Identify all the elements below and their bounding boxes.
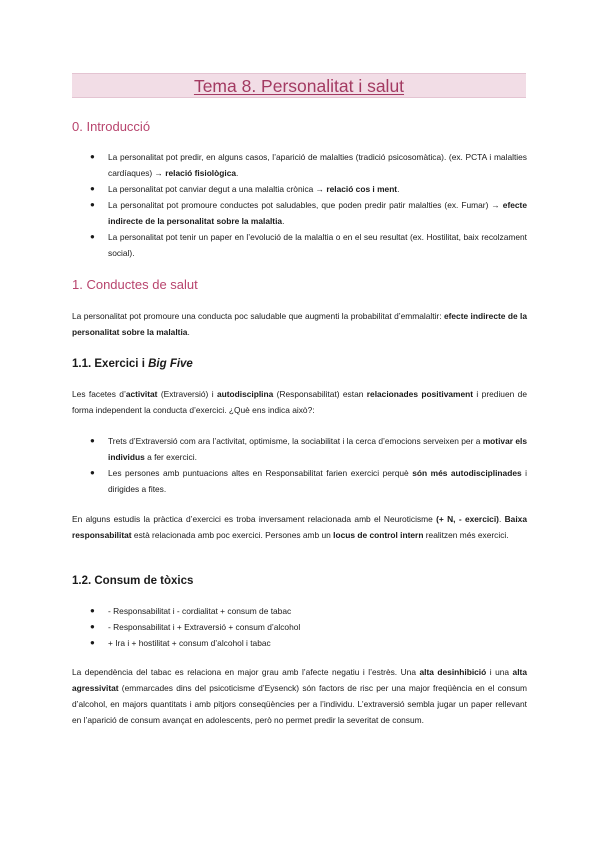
bullet-icon: ● (90, 200, 95, 209)
intro-bullet-list (72, 149, 527, 261)
exercici-bullet-list (72, 433, 527, 497)
toxics-bullet-list (72, 603, 527, 651)
heading-introduccio: 0. Introducció (72, 119, 151, 134)
list-item: ● - Responsabilitat i - cordialitat + consum de tabac (72, 603, 527, 619)
bullet-icon: ● (90, 152, 95, 161)
bullet-icon: ● (90, 606, 95, 615)
list-item: ● La personalitat pot promoure conductes pot saludables, que poden predir patir malalties (ex. Fumar) → efecte indirecte de la personalitat sobre la malaltia. (72, 197, 527, 229)
list-item: ● + Ira i + hostilitat + consum d’alcohol i tabac (72, 635, 527, 651)
list-item: ● Trets d’Extraversió com ara l’activitat, optimisme, la sociabilitat i la cerca d’emocions serveixen per a motivar els individus a fer exercici. (72, 433, 527, 465)
list-item: ● La personalitat pot tenir un paper en l’evolució de la malaltia o en el seu resultat (ex. Hostilitat, baix recolzament social). (72, 229, 527, 261)
bullet-icon: ● (90, 638, 95, 647)
bullet-icon: ● (90, 436, 95, 445)
bullet-icon: ● (90, 622, 95, 631)
title-banner (72, 73, 526, 98)
heading-conductes-de-salut: 1. Conductes de salut (72, 277, 198, 292)
heading-exercici-big-five: 1.1. Exercici i Big Five (72, 358, 193, 370)
bullet-icon: ● (90, 184, 95, 193)
paragraph-conductes: La personalitat pot promoure una conducta poc saludable que augmenti la probabilitat d’emmalaltir: efecte indirecte de la personalitat sobre la malaltia. (72, 311, 527, 337)
paragraph-neuroticisme: En alguns estudis la pràctica d’exercici es troba inversament relacionada amb el Neuroticisme (+ N, - exercici). Baixa responsabilitat està relacionada amb poc exercici. Persones amb un locus de control intern realitzen més exercici. (72, 514, 527, 540)
paragraph-consum: La dependència del tabac es relaciona en major grau amb l’afecte negatiu i l’estrès. Una alta desinhibició i una alta agressivitat (emmarcades dins del psicoticisme d’Eysenck) són factors de risc per una major freqüència en el consum d’alcohol, en majors quantitats i amb pitjors conseqüències per a l’individu. L’extraversió sembla jugar un paper rellevant en l’aparició de consum avançat en adolescents, però no permet predir la severitat de consum. (72, 667, 527, 725)
list-item: ● La personalitat pot predir, en alguns casos, l’aparició de malalties (tradició psicosomàtica). (ex. PCTA i malalties cardíaques) → relació fisiològica. (72, 149, 527, 181)
list-item: ● Les persones amb puntuacions altes en Responsabilitat farien exercici perquè són més autodisciplinades i dirigides a fites. (72, 465, 527, 497)
document-title: Tema 8. Personalitat i salut (193, 76, 405, 96)
heading-consum-de-toxics: 1.2. Consum de tòxics (72, 575, 194, 587)
bullet-icon: ● (90, 468, 95, 477)
bullet-icon: ● (90, 232, 95, 241)
list-item: ● - Responsabilitat i + Extraversió + consum d’alcohol (72, 619, 527, 635)
paragraph-exercici: Les facetes d’activitat (Extraversió) i autodisciplina (Responsabilitat) estan relacionades positivament i prediuen de forma independent la conducta d’exercici. ¿Què ens indica això?: (72, 389, 527, 415)
list-item: ● La personalitat pot canviar degut a una malaltia crònica → relació cos i ment. (72, 181, 527, 197)
